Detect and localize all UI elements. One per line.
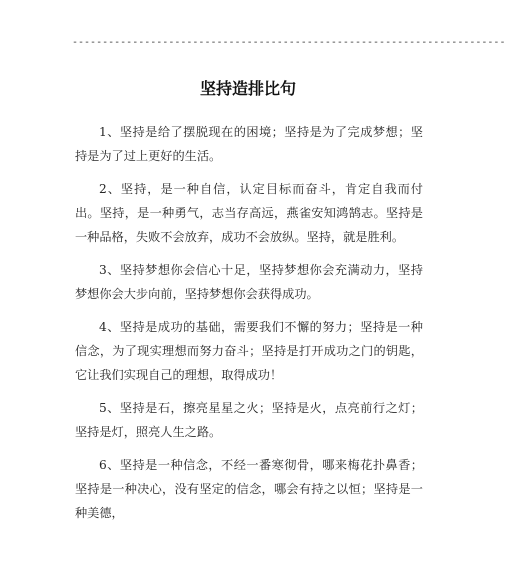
- document-title: 坚持造排比句: [199, 79, 296, 98]
- document-body: [75, 120, 423, 534]
- paragraph-3: 3、坚持梦想你会信心十足，坚持梦想你会充满动力，坚持梦想你会大步向前，坚持梦想你会获得成功。: [75, 263, 423, 301]
- header-dashed-rule: ------------------------------------------------------------------------: [72, 37, 505, 48]
- paragraph-6: 6、坚持是一种信念，不经一番寒彻骨，哪来梅花扑鼻香；坚持是一种决心，没有坚定的信念，哪会有持之以恒；坚持是一种美德，: [75, 458, 423, 520]
- paragraph-1: 1、坚持是给了摆脱现在的困境；坚持是为了完成梦想；坚持是为了过上更好的生活。: [75, 125, 423, 163]
- paragraph-4: 4、坚持是成功的基础，需要我们不懈的努力；坚持是一种信念，为了现实理想而努力奋斗；坚持是打开成功之门的钥匙，它让我们实现自己的理想，取得成功！: [75, 320, 423, 382]
- paragraph-5: 5、坚持是石，擦亮星星之火；坚持是火，点亮前行之灯；坚持是灯，照亮人生之路。: [75, 401, 423, 439]
- paragraph-2: 2、坚持，是一种自信，认定目标而奋斗，肯定自我而付出。坚持，是一种勇气，志当存高远，燕雀安知鸿鹄志。坚持是一种品格，失败不会放弃，成功不会放纵。坚持，就是胜利。: [75, 182, 423, 244]
